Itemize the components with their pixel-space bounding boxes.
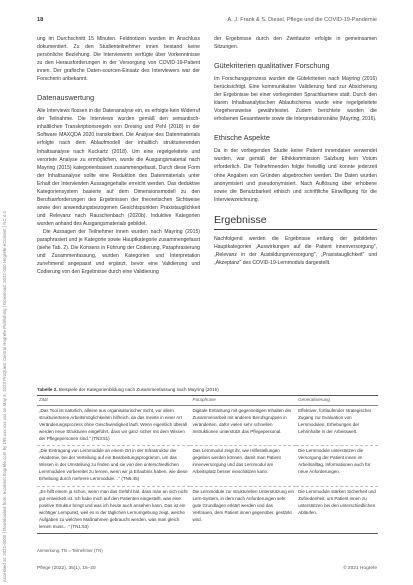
- page-footer: [37, 566, 377, 571]
- table-label: Tabelle 2.: [37, 387, 58, 392]
- table-header-row: [37, 396, 378, 406]
- cell-paraphrase: Digitale Entlastung mit gegenseitigen Inhalten der Zusammenarbeit mit anderen Berufsgruppen in veränderten, dafür vielen sehr schnellen Instruktionen unterstützt das Pflegepersonal.: [190, 405, 296, 446]
- table-row: [37, 446, 378, 487]
- paragraph: Im Forschungsprozess wurden die Gütekriterien nach Mayring (2016) berücksichtigt. Eine kommunikative Validierung fand zur Absicherung der Ergebnisse bei einer vorliegenden Sprachbarriere statt. Durch den klaren Inhaltsanalytischen Ablaufschema wurde eine regelgeleitete Vorgehensweise gewährleistet. Zudem berichtete wurden die erhobenen Gesamtwerte sowie die Interpretationsnähe (Mayring, 2016).: [214, 76, 377, 123]
- section-heading-results: Ergebnisse: [214, 213, 267, 226]
- cell-zitat: „Die Eintragung von Lernmodule an einem Ort in der Infrastruktur der Akademie, bei der Verteilung auf ein Bearbeitungsprogramm, um das Wissen in der Umstellung zu finden und sie von den unterschiedlichen Lernmodulen vorbereitet zu lernen, wenn wir ja Erlaubnis haben, wie diese Erhebung durch mehrere Lernmodule…" (TN5:45): [37, 446, 190, 487]
- cell-generalisierung: Die Lernmodule unterstützen die Versorgung der Patient innen im Arbeitsalltag, Informationen auch für neue Anforderungen.: [296, 446, 378, 487]
- paragraph: Nachfolgend werden die Ergebnisse entlang der gebildeten Hauptkategorien „Auswirkungen auf die Patient innenversorgung", „Relevanz in der Ausbildungsversorgung", „Praxistauglichkeit" und „Akzeptanz" des COVID-19-Lernmoduls dargestellt.: [214, 235, 377, 266]
- cell-paraphrase: Die Lernmodule zur strukturellen Unterstützung ein Lern-System, in dem nach Anforderungen sehr gute Grundlagen erklärt werden und das Vertrauen, dem Patient innen gegenüber, gestärkt wird.: [190, 486, 296, 533]
- paragraph: Die Aussagen der Teilnehmer innen wurden nach Mayring (2015) paraphrasiert und je Kategorie sowie Hauptkategorie zusammengefasst (siehe Tab. 2). Die Konsens in Führung der Codierung, Paraphrasierung und Zusammenfassung, wurden Kategorien und Interpretation zunehmend angepasst und ergänzt, bevor eine Validierung und Codierung von den Ergebnisse durch eine Validierung: [37, 228, 200, 276]
- paragraph: Alle Interviews flossen in die Datenanalyse ein, es erfolgte kein Widerruf der Teilnahme. Die Interviews wurden gemäß den semantisch-inhaltlichen Transkriptionsregeln von Dresing und Pehl (2018) in der Software MAXQDA 2020 transkribiert. Die Analyse des Datenmaterials erfolgte nach dem Ablaufmodell der inhaltlich strukturierenden Inhaltsanalyse nach Kuckartz (2018). Um eine regelgeleitete und verortete Analyse zu ermöglichen, wurde die Ausgangsmaterial nach Mayring (2015) kategorienbasiert zusammengefasst. Durch diese Form der Inhaltsanalyse sollte eine Reduktion des Datenmaterials unter Erhalt der Interviewten Aussagegehalte erreicht werden. Das deduktive Kategoriensystem basierte auf dem Dimensionsmodell zu den Berufsanforderungen des Ergebnissen der theoretischen Sichtweise sowie den anwendungsbezogenen Gesichtspunkten Praxistauglichkeit und Relevanz nach Rauschenbach (2020b). Induktive Kategorien wurden anhand des Ausgangsmaterials gebildet.: [37, 108, 200, 227]
- table-row: [37, 486, 378, 533]
- section-heading-data-analysis: Datenauswertung: [37, 93, 95, 103]
- left-column: [37, 35, 200, 276]
- column-header-zitat: Zitat: [37, 396, 190, 406]
- table-caption: [37, 387, 219, 392]
- table-note: Anmerkung. TN = Teilnehmer (TN): [37, 548, 103, 553]
- page-number: 18: [37, 17, 44, 23]
- column-header-generalisierung: Generalisierung: [296, 396, 378, 406]
- categories-table: [37, 395, 378, 534]
- cell-zitat: „Es hilft einem ja schon, wenn man das Gefühl hat, dass man an sich nicht gut entwickelt ist. Ich habe mich auf den Patienten eingestellt, was eine positive Struktur bringt und was ich heute auch ansehen kann. Das ist ein wichtiger Lernpunkt, weil es in der täglichen Lernumgebung zeigt, welche Aufgaben zu welchen Maßnahmen gebraucht werden, was man gleich lernen muss…" (TN1:53): [37, 486, 190, 533]
- paragraph: ung im Durchschnitt 15 Minuten. Feldnotizen wurden im Anschluss dokumentiert. Zu den Studienteilnehmer innen bestand keine persönliche Beziehung. Die Interviewerin verfügte über Vorkenntnisse zu den Herausforderungen in der Versorgung von COVID-19-Patient innen. Der grafische Daten-sourcen-Einsatz des Interviewers war der Forscherin unbekannt.: [37, 36, 200, 83]
- cell-generalisierung: Effektiver, fortlaufender strategischer Zugang zur Evaluation von Lernmodulen, Erhebungen der Lehrinhalte in der Arbeitswelt.: [296, 405, 378, 446]
- copyright: © 2021 Hogrefe: [343, 566, 377, 571]
- table-title: Beispiele der Kategorienbildung nach Zusammenfassung nach Mayring (2015): [58, 387, 219, 392]
- section-heading-ethics: Ethische Aspekte: [214, 133, 270, 143]
- paragraph: der Ergebnisse durch den Zweitautor erfolgte in gemeinsamen Sitzungen.: [214, 36, 377, 51]
- column-header-paraphrase: Paraphrase: [190, 396, 296, 406]
- side-margin-text: [2, 0, 11, 585]
- download-watermark: Accessed at: 2021-0000 | Downloaded from: econtent.hogrefe.com by 195.xxx.xxx.xxx on May 5, 2023 ProQuest Central Hogrefe Publishing | Download: 2022-000 Hogrefe eContent | NC 4.0: [2, 210, 7, 582]
- paragraph: Da in der vorliegenden Studie keine Patient innendaten verwendet wurden, war gemäß der Ethikkommission Salzburg kein Votum erforderlich. Die Teilnehmenden folgte freiwillig und konnte jederzeit ohne Angaben von Gründen abgebrochen werden. Die Daten wurden anonymisiert und pseudonymisiert. Nach Auflösung über erhobene sowie die Benutzbarkeit ethisch und schriftliche Einwilligung für die Interviewzeichnung.: [214, 148, 377, 203]
- section-heading-quality-criteria: Gütekriterien qualitativer Forschung: [214, 61, 330, 71]
- heading-rule: [214, 229, 377, 230]
- cell-generalisierung: Die Lernmodule stärken Sicherheit und Zufriedenheit, um Patient innen zu unterstützen bei den unterschiedlichen Abläufen.: [296, 486, 378, 533]
- cell-paraphrase: Das Lernmodul zeigt ihr, wie Hilfestellungen gegeben werden können, damit man Patient innenversorgung und das Lernmodul am Arbeitsplatz besser einschätzen kann.: [190, 446, 296, 487]
- running-header: [37, 17, 377, 25]
- running-title: A. J. Frank & S. Diesel, Pflege und die COVID-19-Pandemie: [227, 17, 377, 23]
- journal-citation: Pflege (2022), 35(1), 15–20: [37, 566, 96, 571]
- cell-zitat: „Das Tool ist natürlich, alleine aus organisatorischer Sicht, vor allem strukturierteren Arbeitsmöglichkeiten hilfreich, da das meiste in einer Art Veränderungsprozess ohne Geschwindigkeit läuft. Wenn eigentlich überall werden neue Strukturen eingeführt, dass wir ganz sicher mit dem Wissen der Pflegepersonen sind." (TN3:51): [37, 405, 190, 446]
- right-column: [214, 35, 377, 267]
- table-row: [37, 405, 378, 446]
